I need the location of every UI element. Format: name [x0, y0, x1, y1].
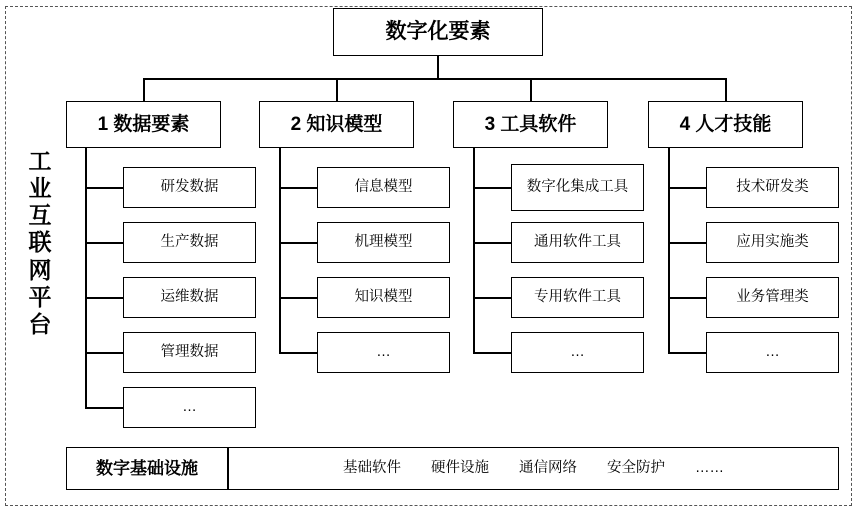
leaf-4-2: 应用实施类: [706, 222, 839, 263]
tick-2-4: [279, 352, 317, 354]
connector-root-down: [437, 56, 439, 78]
tick-2-2: [279, 242, 317, 244]
category-node-3: 3 工具软件: [453, 101, 608, 148]
infrastructure-item-4: 安全防护: [607, 460, 665, 477]
infrastructure-items-box: [228, 447, 839, 490]
tick-4-3: [668, 297, 706, 299]
tick-1-1: [85, 187, 123, 189]
leaf-2-1: 信息模型: [317, 167, 450, 208]
spine-category-4: [668, 148, 670, 353]
leaf-4-4: …: [706, 332, 839, 373]
tick-2-3: [279, 297, 317, 299]
tick-1-3: [85, 297, 123, 299]
connector-bus-horizontal: [143, 78, 725, 80]
leaf-1-1: 研发数据: [123, 167, 256, 208]
leaf-4-3: 业务管理类: [706, 277, 839, 318]
leaf-1-2: 生产数据: [123, 222, 256, 263]
leaf-3-3: 专用软件工具: [511, 277, 644, 318]
tick-2-1: [279, 187, 317, 189]
category-node-4: 4 人才技能: [648, 101, 803, 148]
tick-1-2: [85, 242, 123, 244]
leaf-3-1: 数字化集成工具: [511, 164, 644, 211]
leaf-2-2: 机理模型: [317, 222, 450, 263]
spine-category-3: [473, 148, 475, 353]
tick-4-2: [668, 242, 706, 244]
leaf-3-4: …: [511, 332, 644, 373]
tick-1-5: [85, 407, 123, 409]
leaf-1-4: 管理数据: [123, 332, 256, 373]
leaf-3-2: 通用软件工具: [511, 222, 644, 263]
spine-category-2: [279, 148, 281, 353]
tick-4-1: [668, 187, 706, 189]
category-node-1: 1 数据要素: [66, 101, 221, 148]
tick-3-2: [473, 242, 511, 244]
connector-drop-category-1: [143, 78, 145, 102]
infrastructure-item-3: 通信网络: [519, 460, 577, 477]
category-node-2: 2 知识模型: [259, 101, 414, 148]
side-label-industrial-internet-platform: 工业互联网平台: [28, 148, 52, 337]
infrastructure-label-box: 数字基础设施: [66, 447, 228, 490]
tick-3-4: [473, 352, 511, 354]
infrastructure-item-1: 基础软件: [343, 460, 401, 477]
connector-drop-category-3: [530, 78, 532, 102]
tick-1-4: [85, 352, 123, 354]
tick-3-3: [473, 297, 511, 299]
leaf-1-3: 运维数据: [123, 277, 256, 318]
infrastructure-item-2: 硬件设施: [431, 460, 489, 477]
leaf-1-5: …: [123, 387, 256, 428]
connector-drop-category-4: [725, 78, 727, 102]
leaf-2-4: …: [317, 332, 450, 373]
infrastructure-item-5: ……: [695, 460, 724, 477]
leaf-4-1: 技术研发类: [706, 167, 839, 208]
tick-3-1: [473, 187, 511, 189]
leaf-2-3: 知识模型: [317, 277, 450, 318]
connector-drop-category-2: [336, 78, 338, 102]
tick-4-4: [668, 352, 706, 354]
root-node-digital-elements: 数字化要素: [333, 8, 543, 56]
